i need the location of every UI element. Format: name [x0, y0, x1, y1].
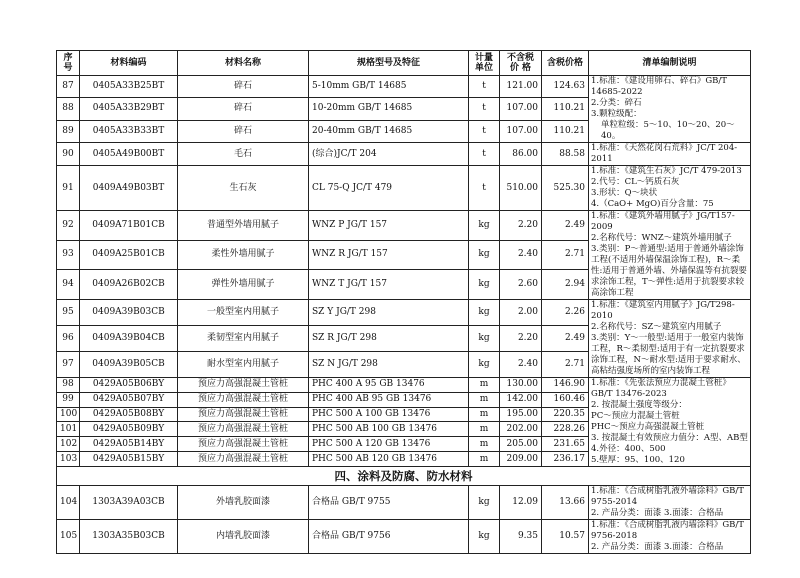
cell-spec: PHC 400 AB 95 GB 13476	[309, 392, 469, 407]
cell-price-ex: 2.40	[500, 240, 542, 270]
cell-unit: t	[469, 98, 500, 120]
cell-spec: CL 75-Q JC/T 479	[309, 166, 469, 211]
cell-code: 0409A39B03CB	[80, 300, 178, 326]
cell-price-in: 10.57	[542, 520, 589, 554]
cell-name: 一般型室内用腻子	[178, 300, 309, 326]
cell-name: 碎石	[178, 76, 309, 98]
cell-unit: kg	[469, 211, 500, 241]
cell-name: 毛石	[178, 143, 309, 166]
cell-seq: 102	[57, 437, 80, 452]
table-row	[57, 486, 751, 520]
cell-spec: SZ R JG/T 298	[309, 326, 469, 352]
cell-price-ex: 9.35	[500, 520, 542, 554]
cell-name: 预应力高强混凝土管桩	[178, 407, 309, 422]
cell-code: 0405A33B33BT	[80, 120, 178, 142]
cell-unit: kg	[469, 300, 500, 326]
cell-seq: 103	[57, 452, 80, 467]
table-row	[57, 520, 751, 554]
cell-name: 生石灰	[178, 166, 309, 211]
note-ext-putty	[589, 211, 751, 300]
cell-unit: m	[469, 392, 500, 407]
cell-price-in: 525.30	[542, 166, 589, 211]
cell-spec: (综合)JC/T 204	[309, 143, 469, 166]
cell-unit: kg	[469, 240, 500, 270]
cell-price-ex: 202.00	[500, 422, 542, 437]
cell-price-in: 228.26	[542, 422, 589, 437]
cell-code: 0409A39B05CB	[80, 352, 178, 378]
cell-spec: WNZ T JG/T 157	[309, 270, 469, 300]
cell-name: 预应力高强混凝土管桩	[178, 437, 309, 452]
cell-spec: 5-10mm GB/T 14685	[309, 76, 469, 98]
cell-price-ex: 195.00	[500, 407, 542, 422]
cell-code: 0409A26B02CB	[80, 270, 178, 300]
cell-price-ex: 107.00	[500, 98, 542, 120]
cell-price-ex: 12.09	[500, 486, 542, 520]
cell-price-ex: 510.00	[500, 166, 542, 211]
cell-price-in: 146.90	[542, 378, 589, 393]
note-line: 3.类别：Y～一般型:适用于一般室内装饰工程，R～柔韧型:适用于有一定抗裂要求涂饰工程，N～耐水型:适用于要求耐水、高粘结强度场所的室内装饰工程	[591, 333, 746, 376]
note-line: 3. 按混凝土有效预应力值分：A型、AB型	[591, 433, 748, 443]
table-row	[57, 300, 751, 326]
note-line: 3.类别：P～普通型:适用于普通外墙涂饰工程(不适用外墙保温涂饰工程)，R～柔性:适用于普通外墙、外墙保温等有抗裂要求涂饰工程，T～弹性:适用于抗裂要求较高涂饰工程	[591, 244, 747, 298]
cell-seq: 99	[57, 392, 80, 407]
cell-spec: WNZ R JG/T 157	[309, 240, 469, 270]
cell-price-in: 2.49	[542, 211, 589, 241]
cell-price-ex: 2.20	[500, 326, 542, 352]
note-line: PHC～预应力高强混凝土管桩	[591, 422, 705, 432]
cell-code: 1303A35B03CB	[80, 520, 178, 554]
cell-price-in: 2.71	[542, 240, 589, 270]
cell-price-ex: 130.00	[500, 378, 542, 393]
cell-seq: 92	[57, 211, 80, 241]
cell-unit: t	[469, 143, 500, 166]
note-line: 2.分类：碎石	[591, 98, 642, 108]
cell-name: 预应力高强混凝土管桩	[178, 422, 309, 437]
note-lime	[589, 166, 751, 211]
cell-spec: 10-20mm GB/T 14685	[309, 98, 469, 120]
note-line: PC～预应力混凝土管桩	[591, 411, 680, 421]
cell-seq: 100	[57, 407, 80, 422]
cell-seq: 104	[57, 486, 80, 520]
col-code: 材料编码	[80, 51, 178, 76]
note-line: 3.形状：Q～块状	[591, 188, 658, 198]
cell-price-in: 110.21	[542, 120, 589, 142]
cell-price-ex: 107.00	[500, 120, 542, 142]
note-line: 1.标准：《先张法预应力混凝土管桩》GB/T 13476-2023	[591, 378, 731, 399]
cell-price-in: 13.66	[542, 486, 589, 520]
note-rubble: 1.标准：《天然花岗石荒料》JC/T 204-2011	[589, 143, 751, 166]
cell-price-in: 220.35	[542, 407, 589, 422]
cell-code: 0409A39B04CB	[80, 326, 178, 352]
cell-seq: 97	[57, 352, 80, 378]
note-line: 2.名称代号：WNZ～建筑外墙用腻子	[591, 233, 732, 243]
cell-name: 耐水型室内用腻子	[178, 352, 309, 378]
cell-seq: 98	[57, 378, 80, 393]
cell-code: 0429A05B14BY	[80, 437, 178, 452]
cell-seq: 105	[57, 520, 80, 554]
cell-code: 0429A05B06BY	[80, 378, 178, 393]
cell-seq: 91	[57, 166, 80, 211]
cell-code: 0429A05B09BY	[80, 422, 178, 437]
cell-seq: 94	[57, 270, 80, 300]
cell-price-ex: 205.00	[500, 437, 542, 452]
cell-price-ex: 86.00	[500, 143, 542, 166]
cell-unit: m	[469, 437, 500, 452]
cell-unit: t	[469, 76, 500, 98]
cell-name: 碎石	[178, 120, 309, 142]
cell-name: 柔韧型室内用腻子	[178, 326, 309, 352]
cell-price-ex: 2.40	[500, 352, 542, 378]
cell-price-in: 124.63	[542, 76, 589, 98]
cell-price-in: 2.94	[542, 270, 589, 300]
note-line: 1.标准：《合成树脂乳液内墙涂料》GB/T 9756-2018	[591, 520, 744, 541]
cell-code: 0429A05B07BY	[80, 392, 178, 407]
cell-code: 0405A33B29BT	[80, 98, 178, 120]
cell-unit: m	[469, 378, 500, 393]
table-row	[57, 211, 751, 241]
cell-spec: SZ N JG/T 298	[309, 352, 469, 378]
cell-unit: m	[469, 422, 500, 437]
cell-name: 内墙乳胶面漆	[178, 520, 309, 554]
cell-spec: PHC 400 A 95 GB 13476	[309, 378, 469, 393]
note-line: 2.名称代号：SZ～建筑室内用腻子	[591, 322, 722, 332]
cell-unit: kg	[469, 520, 500, 554]
cell-seq: 101	[57, 422, 80, 437]
cell-code: 1303A39A03CB	[80, 486, 178, 520]
note-int-putty	[589, 300, 751, 378]
cell-seq: 96	[57, 326, 80, 352]
cell-price-in: 88.58	[542, 143, 589, 166]
col-unit: 计量单位	[469, 51, 500, 76]
cell-unit: kg	[469, 270, 500, 300]
table-row	[57, 76, 751, 98]
cell-name: 预应力高强混凝土管桩	[178, 378, 309, 393]
section-title: 四、涂料及防腐、防水材料	[57, 467, 751, 486]
cell-spec: 20-40mm GB/T 14685	[309, 120, 469, 142]
col-price-ex: 不含税价 格	[500, 51, 542, 76]
cell-spec: WNZ P JG/T 157	[309, 211, 469, 241]
note-line: 4.外径：400、500	[591, 444, 666, 454]
cell-seq: 90	[57, 143, 80, 166]
cell-price-ex: 2.00	[500, 300, 542, 326]
section-header-row	[57, 467, 751, 486]
cell-unit: m	[469, 452, 500, 467]
col-spec: 规格型号及特征	[309, 51, 469, 76]
header-row	[57, 51, 751, 76]
cell-price-in: 2.26	[542, 300, 589, 326]
cell-seq: 89	[57, 120, 80, 142]
table-row	[57, 166, 751, 211]
note-line: 1.标准：《建筑室内用腻子》JG/T298-2010	[591, 300, 735, 321]
cell-seq: 95	[57, 300, 80, 326]
note-line: 1.标准：《建筑生石灰》JC/T 479-2013	[591, 166, 742, 176]
cell-spec: 合格品 GB/T 9756	[309, 520, 469, 554]
cell-code: 0429A05B15BY	[80, 452, 178, 467]
cell-seq: 88	[57, 98, 80, 120]
cell-name: 弹性外墙用腻子	[178, 270, 309, 300]
note-line: 单粒粒级：5～10、10～20、20～40。	[601, 120, 735, 141]
cell-code: 0405A33B25BT	[80, 76, 178, 98]
cell-code: 0409A71B01CB	[80, 211, 178, 241]
cell-spec: SZ Y JG/T 298	[309, 300, 469, 326]
cell-unit: t	[469, 166, 500, 211]
note-line: 2. 按混凝土强度等级分：	[591, 400, 687, 410]
cell-unit: kg	[469, 326, 500, 352]
cell-code: 0405A49B00BT	[80, 143, 178, 166]
cell-name: 普通型外墙用腻子	[178, 211, 309, 241]
note-line: 1.标准：《建筑外墙用腻子》JG/T157-2009	[591, 211, 735, 232]
note-ext-paint	[589, 486, 751, 520]
col-name: 材料名称	[178, 51, 309, 76]
cell-price-ex: 2.20	[500, 211, 542, 241]
note-line: 5.壁厚：95、100、120	[591, 455, 685, 465]
cell-price-ex: 142.00	[500, 392, 542, 407]
cell-name: 外墙乳胶面漆	[178, 486, 309, 520]
col-seq: 序号	[57, 51, 80, 76]
note-line: 1.标准：《建设用卵石、碎石》GB/T 14685-2022	[591, 76, 727, 97]
note-pile	[589, 378, 751, 467]
cell-price-in: 110.21	[542, 98, 589, 120]
cell-name: 预应力高强混凝土管桩	[178, 392, 309, 407]
cell-unit: kg	[469, 486, 500, 520]
price-sheet	[56, 50, 751, 554]
cell-price-in: 2.49	[542, 326, 589, 352]
cell-price-ex: 2.60	[500, 270, 542, 300]
material-price-table	[56, 50, 751, 554]
cell-unit: t	[469, 120, 500, 142]
cell-code: 0409A49B03BT	[80, 166, 178, 211]
cell-code: 0429A05B08BY	[80, 407, 178, 422]
cell-spec: PHC 500 A 120 GB 13476	[309, 437, 469, 452]
cell-price-in: 236.17	[542, 452, 589, 467]
cell-spec: PHC 500 A 100 GB 13476	[309, 407, 469, 422]
cell-unit: kg	[469, 352, 500, 378]
note-gravel	[589, 76, 751, 143]
col-note: 清单编制说明	[589, 51, 751, 76]
cell-price-ex: 121.00	[500, 76, 542, 98]
cell-price-in: 160.46	[542, 392, 589, 407]
cell-spec: PHC 500 AB 100 GB 13476	[309, 422, 469, 437]
cell-seq: 87	[57, 76, 80, 98]
note-line: 2. 产品分类：面漆 3.面漆：合格品	[591, 508, 724, 518]
cell-code: 0409A25B01CB	[80, 240, 178, 270]
cell-name: 柔性外墙用腻子	[178, 240, 309, 270]
cell-spec: 合格品 GB/T 9755	[309, 486, 469, 520]
note-line: 1.标准：《合成树脂乳液外墙涂料》GB/T 9755-2014	[591, 486, 744, 507]
note-int-paint	[589, 520, 751, 554]
note-line: 4.（CaO+ MgO)百分含量：75	[591, 199, 714, 209]
cell-spec: PHC 500 AB 120 GB 13476	[309, 452, 469, 467]
cell-price-in: 231.65	[542, 437, 589, 452]
cell-price-ex: 209.00	[500, 452, 542, 467]
cell-name: 预应力高强混凝土管桩	[178, 452, 309, 467]
table-row	[57, 143, 751, 166]
cell-unit: m	[469, 407, 500, 422]
cell-price-in: 2.71	[542, 352, 589, 378]
note-line: 2.代号：CL～钙质石灰	[591, 177, 680, 187]
cell-seq: 93	[57, 240, 80, 270]
note-line: 3.颗粒级配：	[591, 109, 642, 119]
note-line: 2. 产品分类：面漆 3.面漆：合格品	[591, 542, 724, 552]
col-price-in: 含税价格	[542, 51, 589, 76]
cell-name: 碎石	[178, 98, 309, 120]
table-row	[57, 378, 751, 393]
